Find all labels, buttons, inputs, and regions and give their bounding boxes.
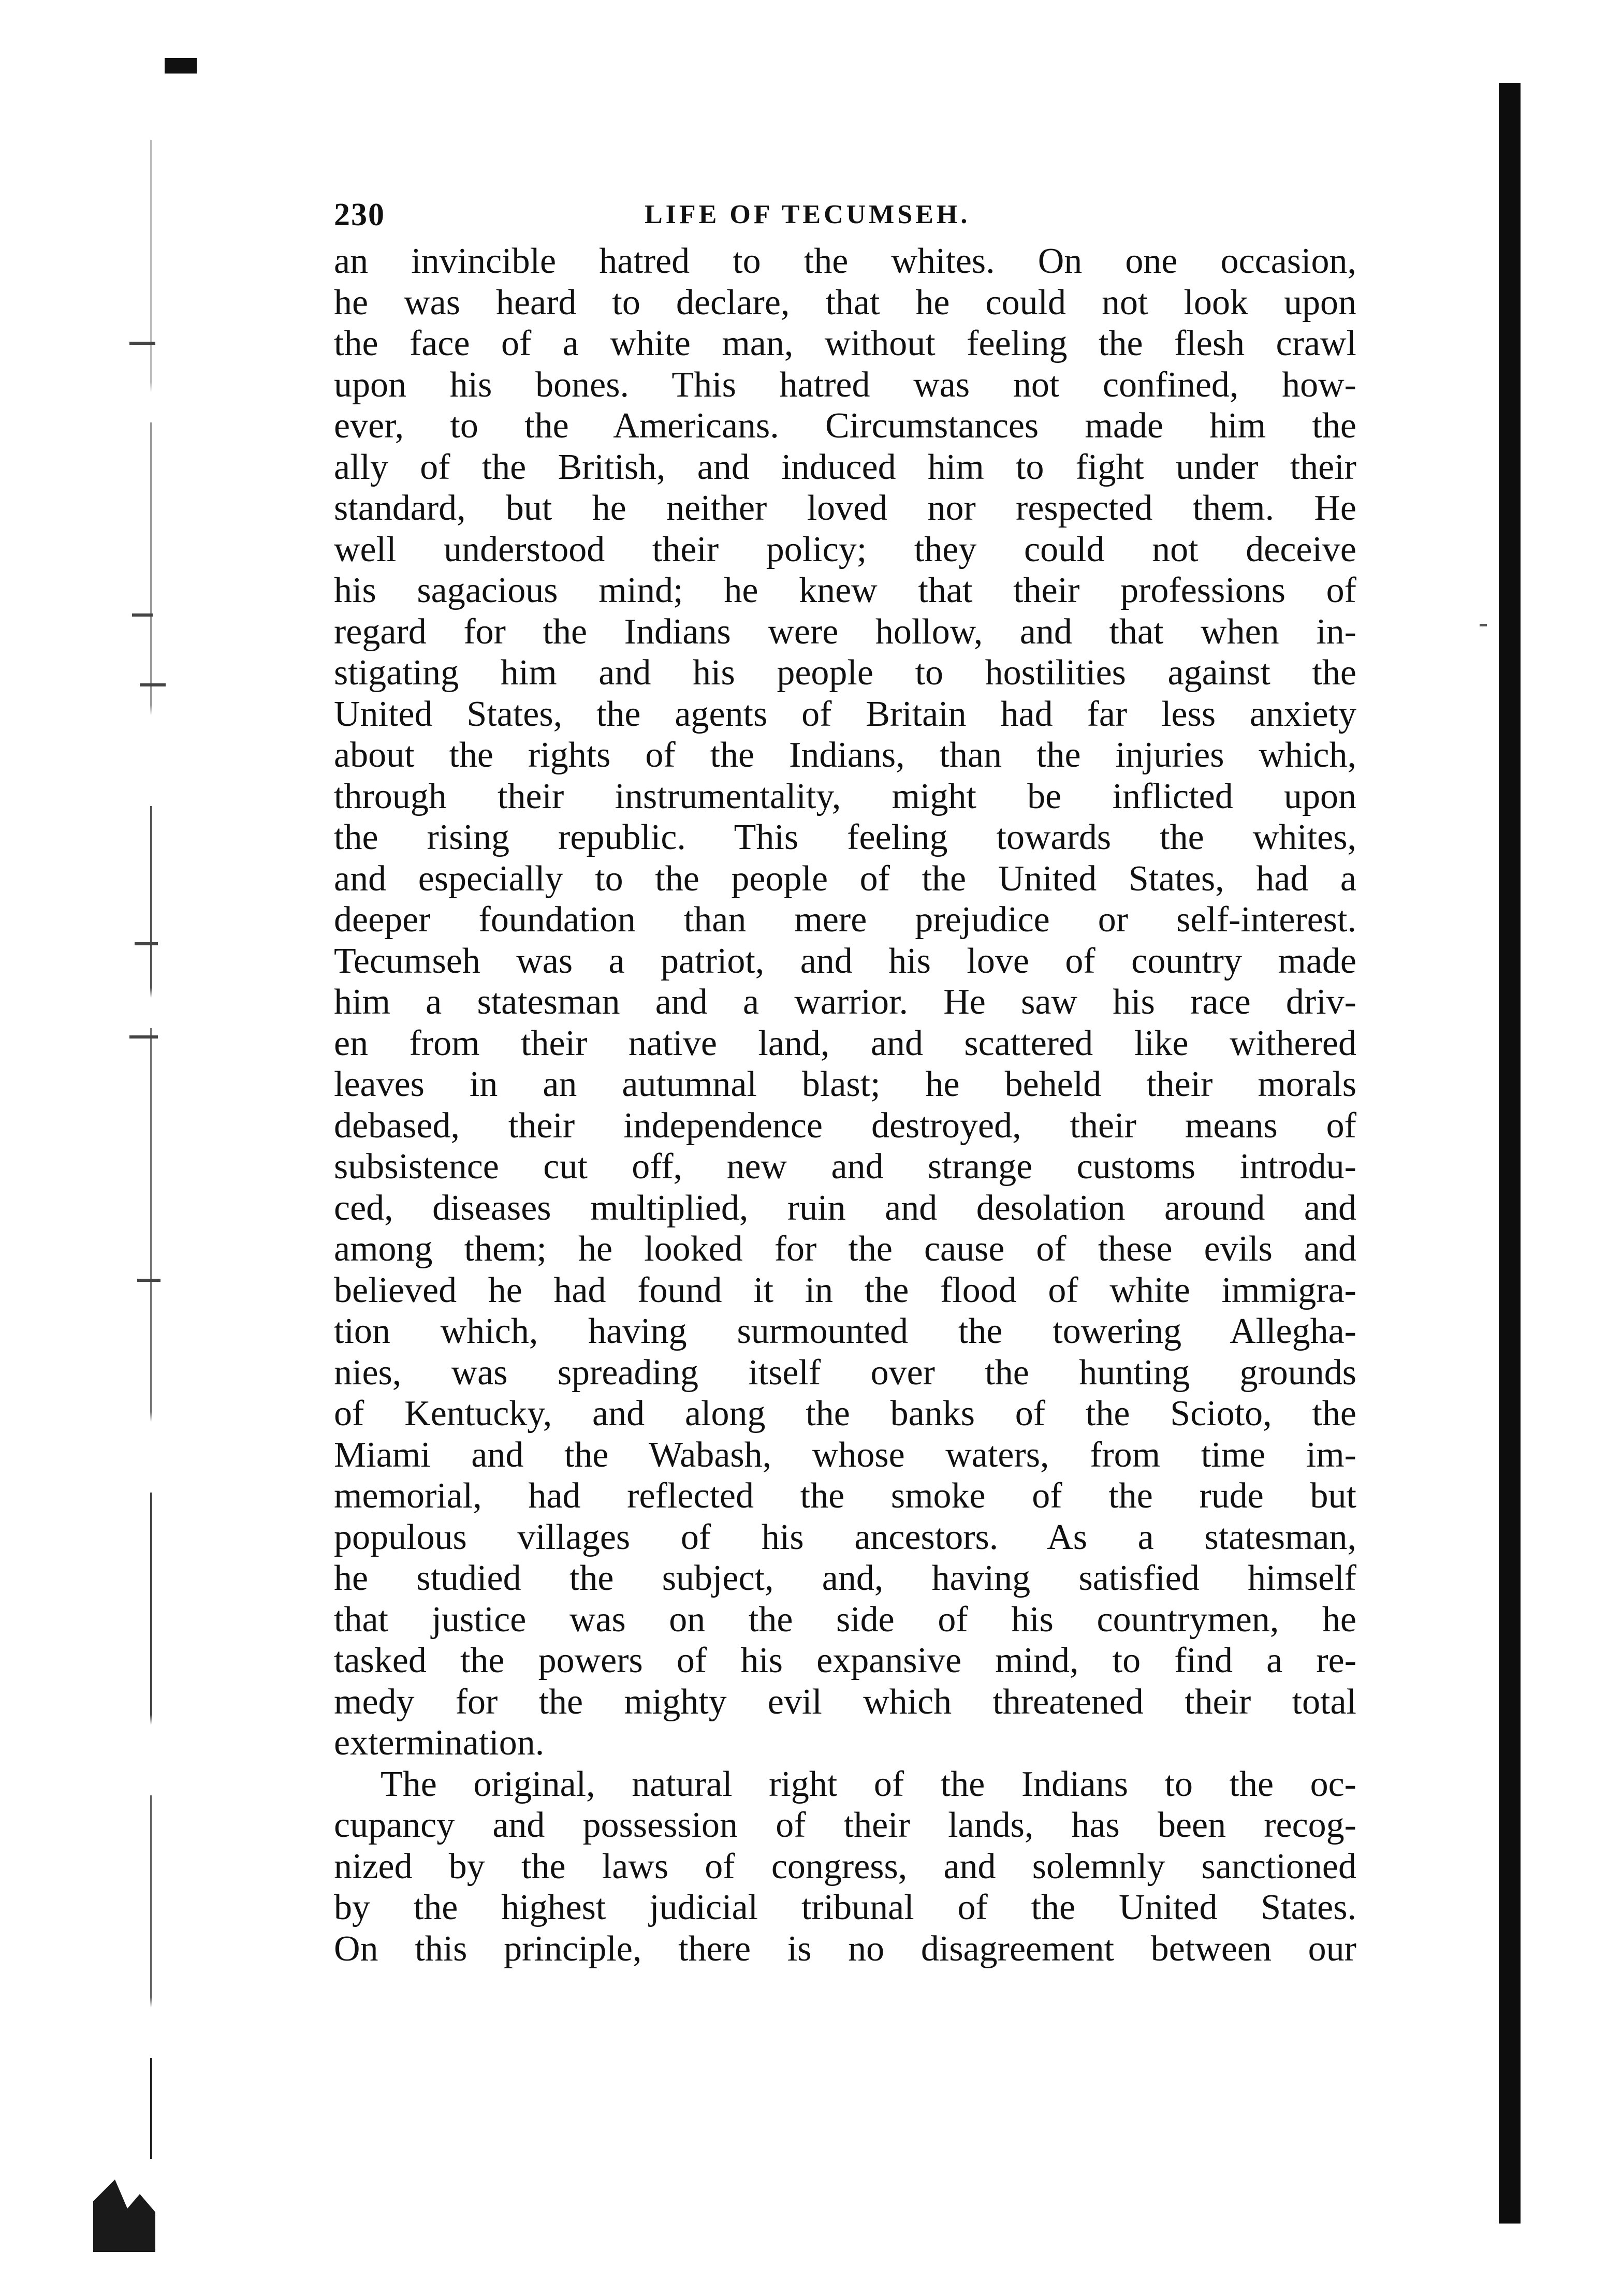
text-line: standard, but he neither loved nor respected them. He bbox=[334, 488, 1356, 528]
gutter-mark bbox=[140, 683, 166, 686]
text-line: Miami and the Wabash, whose waters, from time im- bbox=[334, 1435, 1356, 1475]
text-line: through their instrumentality, might be inflicted upon bbox=[334, 776, 1356, 816]
text-line: the rising republic. This feeling towards the whites, bbox=[334, 817, 1356, 857]
text-line: memorial, had reflected the smoke of the rude but bbox=[334, 1476, 1356, 1516]
text-line: ally of the British, and induced him to fight under their bbox=[334, 447, 1356, 487]
text-line: and especially to the people of the United States, had a bbox=[334, 858, 1356, 899]
text-line: extermination. bbox=[334, 1723, 545, 1763]
text-line: an invincible hatred to the whites. On one occasion, bbox=[334, 241, 1356, 281]
text-line: stigating him and his people to hostilities against the bbox=[334, 653, 1356, 693]
text-line: nized by the laws of congress, and solemnly sanctioned bbox=[334, 1846, 1356, 1886]
text-line: the face of a white man, without feeling the flesh crawl bbox=[334, 324, 1356, 363]
text-line: him a statesman and a warrior. He saw his race driv- bbox=[334, 982, 1356, 1022]
text-line: debased, their independence destroyed, their means of bbox=[334, 1105, 1356, 1146]
text-line: upon his bones. This hatred was not confined, how- bbox=[334, 364, 1356, 405]
gutter-mark bbox=[132, 613, 153, 617]
text-line: en from their native land, and scattered like withered bbox=[334, 1023, 1356, 1063]
text-line: subsistence cut off, new and strange customs introdu- bbox=[334, 1147, 1356, 1187]
text-line: leaves in an autumnal blast; he beheld their morals bbox=[334, 1064, 1356, 1104]
text-line: well understood their policy; they could not deceive bbox=[334, 529, 1356, 569]
text-line: On this principle, there is no disagreement between our bbox=[334, 1928, 1356, 1969]
text-line: he was heard to declare, that he could not look upon bbox=[334, 282, 1356, 323]
text-line: his sagacious mind; he knew that their professions of bbox=[334, 571, 1356, 610]
text-line: United States, the agents of Britain had far less anxiety bbox=[334, 694, 1356, 734]
text-line: Tecumseh was a patriot, and his love of country made bbox=[334, 941, 1356, 981]
text-line: believed he had found it in the flood of white immigra- bbox=[334, 1270, 1356, 1310]
scan-edge-bar bbox=[1499, 83, 1521, 2224]
text-line: tasked the powers of his expansive mind, to find a re- bbox=[334, 1641, 1356, 1680]
text-line: medy for the mighty evil which threatened their total bbox=[334, 1681, 1356, 1722]
text-line: regard for the Indians were hollow, and that when in- bbox=[334, 611, 1356, 652]
text-line: The original, natural right of the Indians to the oc- bbox=[381, 1764, 1356, 1804]
text-line: that justice was on the side of his countrymen, he bbox=[334, 1599, 1356, 1640]
text-line: about the rights of the Indians, than the injuries which, bbox=[334, 735, 1356, 775]
paragraph bbox=[334, 1764, 1356, 1970]
paragraph bbox=[334, 241, 1356, 1764]
gutter-mark bbox=[135, 942, 158, 945]
running-header bbox=[334, 184, 1356, 241]
page-number: 230 bbox=[334, 197, 385, 232]
text-line: ced, diseases multiplied, ruin and desolation around and bbox=[334, 1188, 1356, 1228]
gutter-line bbox=[150, 140, 152, 2159]
text-line: he studied the subject, and, having satisfied himself bbox=[334, 1558, 1356, 1598]
text-line: tion which, having surmounted the towering Allegha- bbox=[334, 1311, 1356, 1351]
text-line: nies, was spreading itself over the hunting grounds bbox=[334, 1352, 1356, 1393]
text-line: among them; he looked for the cause of these evils and bbox=[334, 1229, 1356, 1269]
text-line: by the highest judicial tribunal of the United States. bbox=[334, 1888, 1356, 1927]
body-text bbox=[334, 241, 1356, 1969]
text-line: ever, to the Americans. Circumstances made him the bbox=[334, 406, 1356, 446]
text-line: populous villages of his ancestors. As a statesman, bbox=[334, 1517, 1356, 1557]
text-line: of Kentucky, and along the banks of the Scioto, the bbox=[334, 1394, 1356, 1434]
gutter-mark bbox=[137, 1279, 160, 1282]
gutter-mark bbox=[129, 342, 155, 345]
text-line: cupancy and possession of their lands, has been recog- bbox=[334, 1805, 1356, 1845]
scan-edge-tick bbox=[1480, 624, 1487, 626]
gutter-mark bbox=[129, 1035, 158, 1039]
book-page bbox=[334, 184, 1356, 1969]
binding-gutter bbox=[98, 62, 176, 2236]
text-line: deeper foundation than mere prejudice or self-interest. bbox=[334, 900, 1356, 940]
running-title: LIFE OF TECUMSEH. bbox=[645, 200, 971, 229]
